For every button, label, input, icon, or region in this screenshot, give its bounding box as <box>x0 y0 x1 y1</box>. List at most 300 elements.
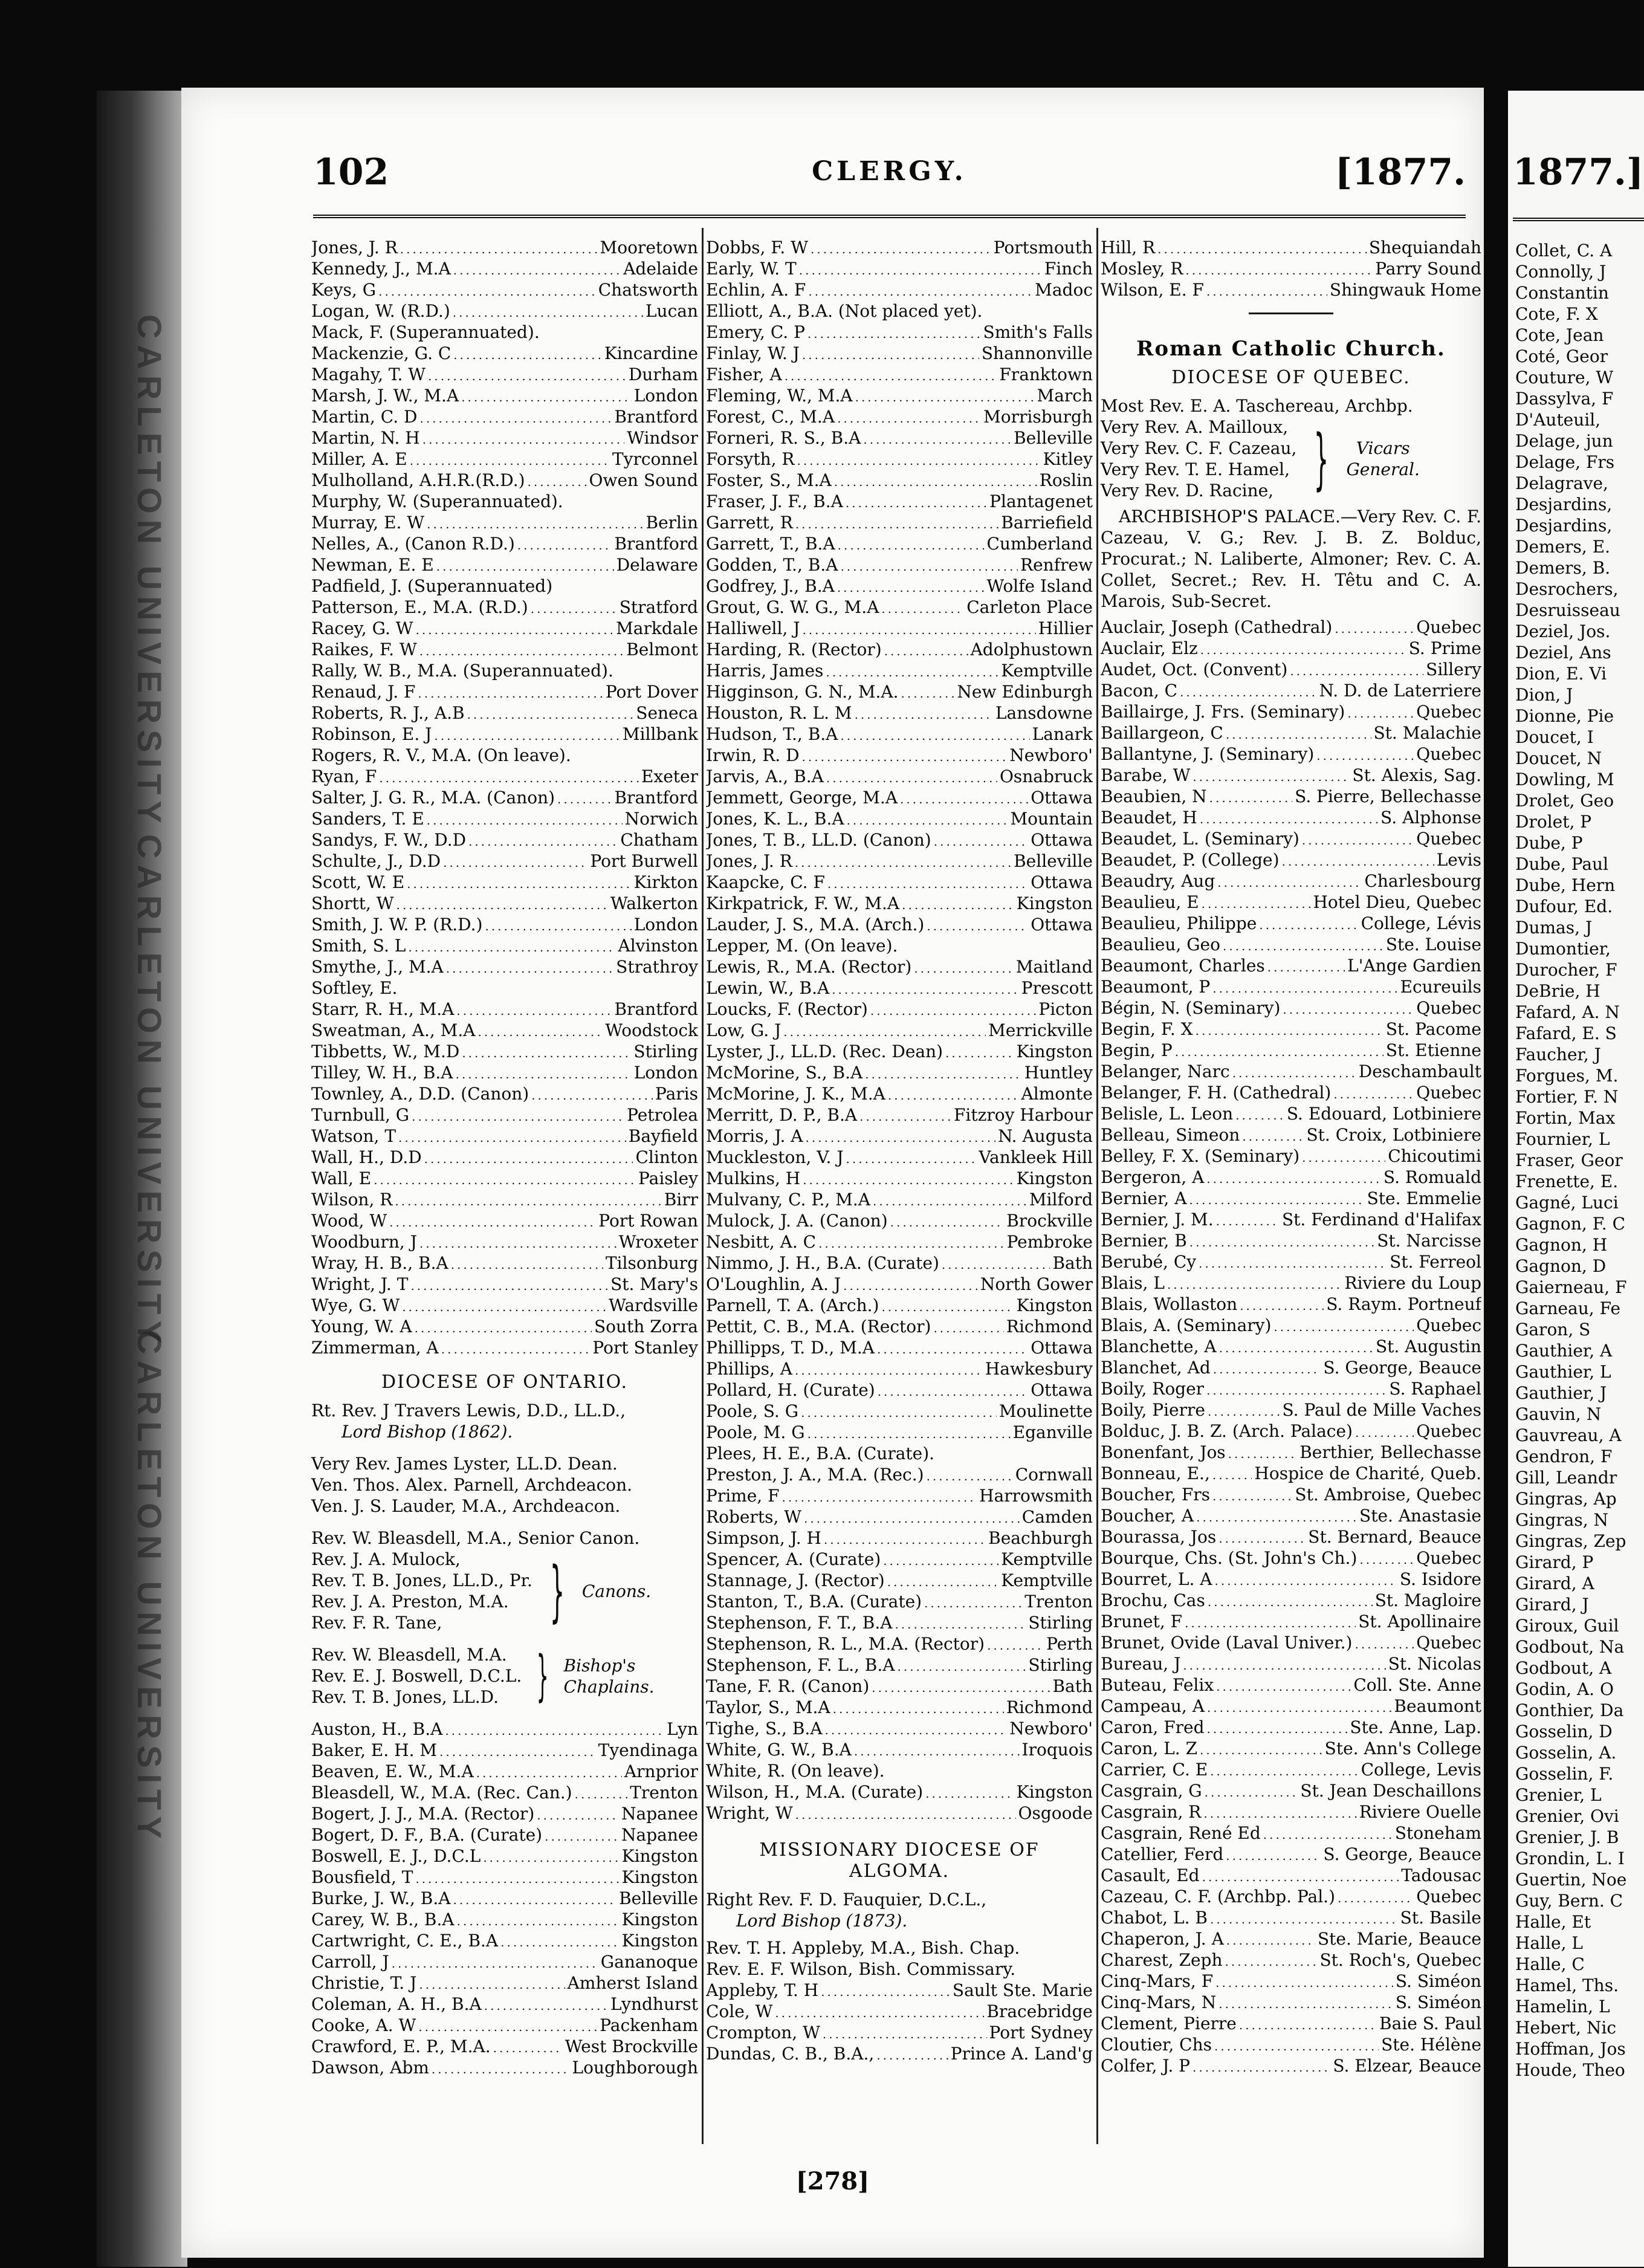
clergy-entry <box>706 808 1093 829</box>
clergy-place: Osgoode <box>1018 1803 1093 1823</box>
clergy-name: Magahy, T. W <box>311 364 426 384</box>
clergy-entry <box>706 258 1093 279</box>
clergy-entry <box>311 1231 698 1252</box>
clergy-place: S. Pierre, Bellechasse <box>1295 786 1481 806</box>
clergy-place: Prescott <box>1021 978 1093 998</box>
clergy-name: Bogert, D. F., B.A. (Curate) <box>311 1825 543 1845</box>
dot-leader <box>419 408 612 427</box>
dot-leader <box>859 1106 951 1126</box>
facing-page-line: Grenier, Ovi <box>1515 1806 1619 1826</box>
vicar-line: Very Rev. D. Racine, <box>1101 481 1274 501</box>
dot-leader <box>877 1339 1028 1358</box>
clergy-place: Amherst Island <box>567 1973 698 1993</box>
dot-leader <box>797 450 1041 470</box>
clergy-place: Paris <box>655 1084 698 1104</box>
clergy-name: Phillipps, T. D., M.A <box>706 1338 875 1358</box>
clergy-name: Fraser, J. F., B.A <box>706 491 843 511</box>
clergy-entry <box>1101 1251 1481 1272</box>
clergy-entry <box>1101 765 1481 786</box>
clergy-name: Tane, F. R. (Canon) <box>706 1676 870 1696</box>
section-rule <box>1249 313 1333 314</box>
clergy-entry <box>706 1295 1093 1316</box>
clergy-name: Stanton, T., B.A. (Curate) <box>706 1592 922 1612</box>
clergy-entry <box>706 1528 1093 1549</box>
clergy-place: Brantford <box>614 999 698 1019</box>
dot-leader <box>531 598 617 618</box>
clergy-name: Murray, E. W <box>311 513 425 533</box>
clergy-place: Adelaide <box>623 259 698 279</box>
dot-leader <box>1202 1867 1399 1886</box>
clergy-entry <box>1101 1822 1481 1844</box>
clergy-entry <box>706 618 1093 639</box>
clergy-entry <box>706 554 1093 575</box>
facing-page-line: Desruisseau <box>1515 600 1620 620</box>
dot-leader <box>451 1254 603 1274</box>
clergy-name: Beaudry, Aug <box>1101 871 1215 891</box>
clergy-entry <box>311 745 698 766</box>
clergy-name: Jones, T. B., LL.D. (Canon) <box>706 830 931 850</box>
dot-leader <box>825 1720 1008 1739</box>
clergy-name: Bleasdell, W., M.A. (Rec. Can.) <box>311 1783 572 1803</box>
facing-page-line: Gagné, Luci <box>1515 1193 1619 1213</box>
clergy-name: Zimmerman, A <box>311 1338 439 1358</box>
clergy-entry <box>1101 279 1481 300</box>
clergy-place: Quebec <box>1416 1315 1481 1335</box>
clergy-name: Bureau, J <box>1101 1654 1181 1674</box>
clergy-entry <box>706 724 1093 745</box>
clergy-name: Prime, F <box>706 1486 780 1506</box>
clergy-entry <box>1101 786 1481 807</box>
clergy-name: Preston, J. A., M.A. (Rec.) <box>706 1465 924 1485</box>
clergy-entry <box>706 681 1093 702</box>
clergy-place: Tyrconnel <box>612 449 698 469</box>
clergy-place: Birr <box>664 1190 698 1210</box>
clergy-name: Bolduc, J. B. Z. (Arch. Palace) <box>1101 1421 1353 1441</box>
facing-page-line: Dube, Paul <box>1515 854 1609 874</box>
clergy-entry <box>706 1485 1093 1506</box>
facing-page-line: Hoffman, Jos <box>1515 2039 1626 2059</box>
canons-group <box>311 1549 698 1633</box>
clergy-entry <box>311 1252 698 1274</box>
clergy-place: Kemptville <box>1001 661 1093 681</box>
dot-leader <box>468 831 618 850</box>
clergy-entry <box>706 1379 1093 1401</box>
clergy-entry <box>1101 2013 1481 2034</box>
clergy-entry <box>311 850 698 872</box>
dot-leader <box>1212 978 1397 997</box>
dot-leader <box>457 1911 620 1930</box>
dot-leader <box>824 1529 986 1549</box>
page-number: 102 <box>313 151 389 193</box>
clergy-place: Harrowsmith <box>979 1486 1093 1506</box>
clergy-entry <box>706 1676 1093 1697</box>
clergy-name: Wray, H. B., B.A <box>311 1253 448 1273</box>
dot-leader <box>795 1360 983 1379</box>
clergy-entry <box>1101 1040 1481 1061</box>
clergy-entry <box>311 956 698 977</box>
clergy-name: Casault, Ed <box>1101 1865 1200 1885</box>
clergy-name: Boswell, E. J., D.C.L <box>311 1846 481 1866</box>
clergy-entry <box>1101 1780 1481 1801</box>
chaplains-group <box>311 1644 698 1708</box>
clergy-name: Lauder, J. S., M.A. (Arch.) <box>706 915 925 935</box>
facing-page-fragment <box>1508 91 1644 2267</box>
clergy-place: Osnabruck <box>999 766 1093 786</box>
dot-leader <box>837 577 985 597</box>
dot-leader <box>537 1805 619 1824</box>
dot-leader <box>823 2024 987 2043</box>
clergy-entry <box>706 1083 1093 1104</box>
clergy-name: Schulte, J., D.D <box>311 851 441 871</box>
clergy-name: Blanchette, A <box>1101 1336 1217 1356</box>
clergy-name: Beaudet, H <box>1101 808 1197 828</box>
dot-leader <box>833 1699 1004 1718</box>
dot-leader <box>881 1297 1014 1316</box>
archbishops-palace-paragraph: ARCHBISHOP'S PALACE.—Very Rev. C. F. Cazeau, V. G.; Rev. J. B. Z. Bolduc, Procurat.; N. Laliberte, Almoner; Rev. C. A. Collet, Secret.; Rev. H. Têtu and C. A. Marois, Sub-Secret. <box>1101 507 1481 611</box>
dot-leader <box>485 916 631 935</box>
clergy-place: St. Narcisse <box>1377 1231 1481 1251</box>
facing-page-line: Connolly, J <box>1515 262 1607 282</box>
clergy-name: Parnell, T. A. (Arch.) <box>706 1295 879 1315</box>
algoma-commissary-line: Rev. E. F. Wilson, Bish. Commissary. <box>706 1959 1016 1979</box>
clergy-name: Sandys, F. W., D.D <box>311 830 467 850</box>
clergy-name: Fleming, W., M.A <box>706 386 853 406</box>
facing-page-line: Fortin, Max <box>1515 1108 1616 1128</box>
clergy-entry <box>311 1782 698 1803</box>
clergy-name: Stannage, J. (Rector) <box>706 1570 885 1590</box>
clergy-name: Bernier, B <box>1101 1231 1187 1251</box>
clergy-name: Bégin, N. (Seminary) <box>1101 998 1281 1018</box>
clergy-name: Wilson, H., M.A. (Curate) <box>706 1782 924 1802</box>
clergy-entry <box>1101 1759 1481 1780</box>
clergy-place: Adolphustown <box>970 640 1093 659</box>
clergy-name: Kennedy, J., M.A <box>311 259 451 279</box>
clergy-place: Belmont <box>626 640 698 659</box>
dot-leader <box>456 1000 612 1020</box>
clergy-name: Tilley, W. H., B.A <box>311 1063 453 1083</box>
clergy-name: Crompton, W <box>706 2023 820 2043</box>
dot-leader <box>441 1339 591 1358</box>
clergy-place: S. George, Beauce <box>1323 1844 1481 1864</box>
clergy-place: Madoc <box>1035 280 1093 300</box>
facing-page-line: Gauthier, J <box>1515 1383 1607 1403</box>
clergy-entry <box>311 1168 698 1189</box>
clergy-place: Eganville <box>1012 1422 1093 1442</box>
clergy-name: Simpson, J. H <box>706 1528 821 1548</box>
clergy-place: S. Elzear, Beauce <box>1333 2056 1481 2076</box>
dot-leader <box>1302 1147 1385 1167</box>
dot-leader <box>392 1953 598 1972</box>
clergy-place: St. Jean Deschaillons <box>1300 1781 1481 1801</box>
clergy-place: Ste. Anastasie <box>1359 1506 1481 1526</box>
clergy-entry <box>1101 1992 1481 2013</box>
facing-page-line: Gosselin, D <box>1515 1722 1613 1742</box>
dot-leader <box>1207 1719 1348 1738</box>
clergy-name: Garrett, T., B.A <box>706 534 835 554</box>
clergy-place: Carleton Place <box>966 597 1093 617</box>
clergy-place: Chicoutimi <box>1388 1146 1481 1166</box>
clergy-entry <box>706 850 1093 872</box>
clergy-entry <box>706 322 1093 343</box>
clergy-name: Chabot, L. B <box>1101 1908 1208 1928</box>
clergy-name: Padfield, J. (Superannuated) <box>311 576 553 596</box>
vicar-line: Very Rev. C. F. Cazeau, <box>1101 438 1297 458</box>
clergy-entry <box>706 1633 1093 1654</box>
dot-leader <box>1215 1972 1393 1992</box>
dot-leader <box>1193 2057 1330 2076</box>
diocese-heading: DIOCESE OF QUEBEC. <box>1171 367 1411 388</box>
dot-leader <box>374 1170 636 1189</box>
clergy-name: Nimmo, J. H., B.A. (Curate) <box>706 1253 939 1273</box>
dot-leader <box>407 873 631 893</box>
dot-leader <box>897 1656 1026 1676</box>
clergy-entry <box>706 1020 1093 1041</box>
clergy-name: Casgrain, René Ed <box>1101 1823 1261 1843</box>
clergy-name: Bacon, C <box>1101 681 1178 701</box>
clergy-entry <box>1101 1674 1481 1696</box>
clergy-name: Miller, A. E <box>311 449 407 469</box>
dot-leader <box>500 1932 620 1951</box>
clergy-place: Mountain <box>1010 809 1093 829</box>
clergy-name: Nesbitt, A. C <box>706 1232 817 1252</box>
clergy-entry <box>1101 1484 1481 1505</box>
clergy-entry <box>1101 659 1481 680</box>
dot-leader <box>1193 766 1350 786</box>
dot-leader <box>1239 2015 1377 2034</box>
clergy-name: Renaud, J. F <box>311 682 416 702</box>
dot-leader <box>557 789 612 808</box>
clergy-entry <box>1101 1547 1481 1569</box>
dot-leader <box>834 471 1037 491</box>
clergy-entry <box>311 660 698 681</box>
clergy-entry <box>1101 1526 1481 1547</box>
clergy-name: Young, W. A <box>311 1317 412 1336</box>
clergy-place: S. Siméon <box>1395 1971 1481 1991</box>
vicar-line: Very Rev. A. Mailloux, <box>1101 417 1289 437</box>
clergy-entry <box>1101 1653 1481 1674</box>
clergy-place: Newboro' <box>1009 1719 1093 1738</box>
clergy-name: Wall, E <box>311 1168 372 1188</box>
chaplains-label: Bishop's <box>563 1655 636 1676</box>
clergy-entry <box>706 279 1093 300</box>
clergy-entry <box>706 237 1093 258</box>
clergy-entry <box>706 1654 1093 1676</box>
brace-glyph: } <box>1314 420 1329 497</box>
clergy-name: Softley, E. <box>311 978 398 998</box>
clergy-place: Kingston <box>1016 1295 1093 1315</box>
dot-leader <box>427 810 623 829</box>
dot-leader <box>1209 788 1293 807</box>
clergy-place: Stirling <box>1028 1613 1093 1633</box>
clergy-entry <box>1101 913 1481 934</box>
clergy-name: Jones, J. R <box>311 238 398 258</box>
clergy-place: London <box>633 1063 698 1083</box>
clergy-entry <box>706 1104 1093 1126</box>
dot-leader <box>878 1381 1028 1401</box>
clergy-name: Beaulieu, Philippe <box>1101 913 1257 933</box>
clergy-place: Millbank <box>622 724 698 744</box>
clergy-entry <box>311 406 698 427</box>
clergy-place: Wardsville <box>609 1295 698 1315</box>
clergy-name: Harding, R. (Rector) <box>706 640 882 659</box>
clergy-entry <box>1101 955 1481 976</box>
column-divider <box>1096 228 1098 2144</box>
vicars-group <box>1101 416 1481 501</box>
clergy-name: Higginson, G. N., M.A. <box>706 682 899 702</box>
clergy-place: Bayfield <box>628 1126 698 1146</box>
clergy-name: Audet, Oct. (Convent) <box>1101 659 1288 679</box>
clergy-entry <box>1101 1421 1481 1442</box>
clergy-entry <box>311 702 698 724</box>
clergy-entry <box>706 385 1093 406</box>
clergy-entry <box>311 766 698 787</box>
dot-leader <box>1267 957 1345 976</box>
clergy-name: Wall, H., D.D <box>311 1147 422 1167</box>
clergy-entry <box>706 449 1093 470</box>
clergy-entry <box>1101 892 1481 913</box>
dot-leader <box>901 683 955 702</box>
clergy-entry <box>1101 1061 1481 1082</box>
clergy-name: Blanchet, Ad <box>1101 1358 1211 1378</box>
clergy-entry <box>706 1443 1093 1464</box>
clergy-place: S. Isidore <box>1399 1569 1481 1589</box>
clergy-name: Rogers, R. V., M.A. (On leave). <box>311 745 571 765</box>
dean-line: Very Rev. James Lyster, LL.D. Dean. <box>311 1454 618 1474</box>
clergy-place: Norwich <box>624 809 698 829</box>
dot-leader <box>1212 1486 1292 1505</box>
clergy-name: Scott, W. E <box>311 872 405 892</box>
clergy-entry <box>706 1147 1093 1168</box>
clergy-place: Cumberland <box>986 534 1093 554</box>
clergy-place: Shingwauk Home <box>1329 280 1481 300</box>
dot-leader <box>783 1022 986 1041</box>
clergy-place: Prince A. Land'g <box>950 2044 1093 2064</box>
clergy-place: Bracebridge <box>986 2001 1093 2021</box>
clergy-place: Clinton <box>635 1147 698 1167</box>
clergy-place: N. Augusta <box>997 1126 1093 1146</box>
clergy-entry <box>311 724 698 745</box>
facing-page-line: Girard, J <box>1515 1595 1589 1615</box>
dot-leader <box>545 1826 619 1845</box>
clergy-place: Kirkton <box>633 872 698 892</box>
clergy-name: Roberts, W <box>706 1507 802 1527</box>
dot-leader <box>900 789 1028 808</box>
clergy-place: Lucan <box>645 301 698 321</box>
canon-line: Rev. T. B. Jones, LL.D., Pr. <box>311 1570 532 1590</box>
dot-leader <box>808 281 1032 300</box>
clergy-entry <box>1101 1103 1481 1124</box>
clergy-entry <box>311 554 698 575</box>
clergy-entry <box>1101 1569 1481 1590</box>
facing-page-line: Garneau, Fe <box>1515 1298 1621 1318</box>
clergy-place: Beachburgh <box>988 1528 1093 1548</box>
clergy-entry <box>706 787 1093 808</box>
clergy-entry <box>706 491 1093 512</box>
clergy-entry <box>311 449 698 470</box>
dot-leader <box>419 1233 616 1252</box>
clergy-name: Wilson, R <box>311 1190 393 1210</box>
clergy-name: Hill, R <box>1101 238 1156 258</box>
clergy-place: Windsor <box>627 428 698 448</box>
dot-leader <box>1213 1359 1321 1378</box>
clergy-name: Berubé, Cy <box>1101 1252 1197 1272</box>
clergy-name: Low, G. J <box>706 1020 782 1040</box>
clergy-name: Casgrain, G <box>1101 1781 1202 1801</box>
clergy-entry <box>311 1210 698 1231</box>
dot-leader <box>876 2045 948 2064</box>
clergy-place: Delaware <box>616 555 698 575</box>
clergy-place: S. Romuald <box>1383 1167 1481 1187</box>
clergy-name: Crawford, E. P., M.A. <box>311 2036 491 2056</box>
facing-page-line: Fortier, F. N <box>1515 1087 1619 1107</box>
dot-leader <box>395 1191 661 1210</box>
clergy-entry <box>1101 1801 1481 1822</box>
clergy-entry <box>311 491 698 512</box>
clergy-place: Chatsworth <box>598 280 698 300</box>
clergy-name: Fisher, A <box>706 364 782 384</box>
clergy-name: Emery, C. P <box>706 322 805 342</box>
clergy-name: Irwin, R. D <box>706 745 800 765</box>
clergy-place: Barriefield <box>1001 513 1093 533</box>
clergy-place: Levis <box>1436 850 1481 870</box>
dot-leader <box>1355 1422 1414 1442</box>
clergy-place: Port Dover <box>605 682 698 702</box>
dot-leader <box>1167 1274 1342 1294</box>
clergy-name: Stephenson, R. L., M.A. (Rector) <box>706 1634 985 1654</box>
clergy-entry <box>706 1422 1093 1443</box>
clergy-entry <box>311 808 698 829</box>
dot-leader <box>1200 1740 1322 1759</box>
dot-leader <box>453 345 602 364</box>
facing-page-line: Gagnon, F. C <box>1515 1214 1625 1234</box>
clergy-place: New Edinburgh <box>957 682 1093 702</box>
clergy-place: Quebec <box>1416 1887 1481 1907</box>
dot-leader <box>826 768 997 787</box>
clergy-entry <box>706 702 1093 724</box>
facing-page-line: Desjardins, <box>1515 516 1613 536</box>
dot-leader <box>1189 1232 1374 1251</box>
dot-leader <box>1218 1528 1306 1547</box>
facing-page-line: Dube, Hern <box>1515 875 1616 895</box>
dot-leader <box>927 1466 1013 1485</box>
dot-leader <box>477 1022 603 1041</box>
facing-page-line: Girard, A <box>1515 1573 1594 1593</box>
clergy-place: Sillery <box>1426 659 1481 679</box>
clergy-list-algoma-continued <box>1101 237 1481 300</box>
clergy-name: Kirkpatrick, F. W., M.A <box>706 893 900 913</box>
clergy-entry <box>706 2043 1093 2064</box>
clergy-place: Port Rowan <box>598 1211 698 1231</box>
clergy-entry <box>1101 1082 1481 1103</box>
clergy-entry <box>311 618 698 639</box>
clergy-entry <box>1101 1230 1481 1251</box>
clergy-entry <box>311 533 698 554</box>
clergy-place: Kingston <box>1016 1168 1093 1188</box>
clergy-place: Strathroy <box>616 957 698 977</box>
clergy-entry <box>311 258 698 279</box>
clergy-name: Belisle, L. Leon <box>1101 1104 1234 1124</box>
clergy-entry <box>1101 744 1481 765</box>
clergy-name: Charest, Zeph <box>1101 1950 1223 1970</box>
clergy-place: Gananoque <box>600 1952 698 1972</box>
clergy-place: Woodstock <box>605 1020 698 1040</box>
dot-leader <box>493 2038 563 2057</box>
facing-page-line: Frenette, E. <box>1515 1171 1619 1191</box>
dot-leader <box>895 1614 1026 1633</box>
dot-leader <box>1208 1592 1373 1611</box>
clergy-entry <box>706 1612 1093 1633</box>
clergy-place: Cornwall <box>1015 1465 1093 1485</box>
